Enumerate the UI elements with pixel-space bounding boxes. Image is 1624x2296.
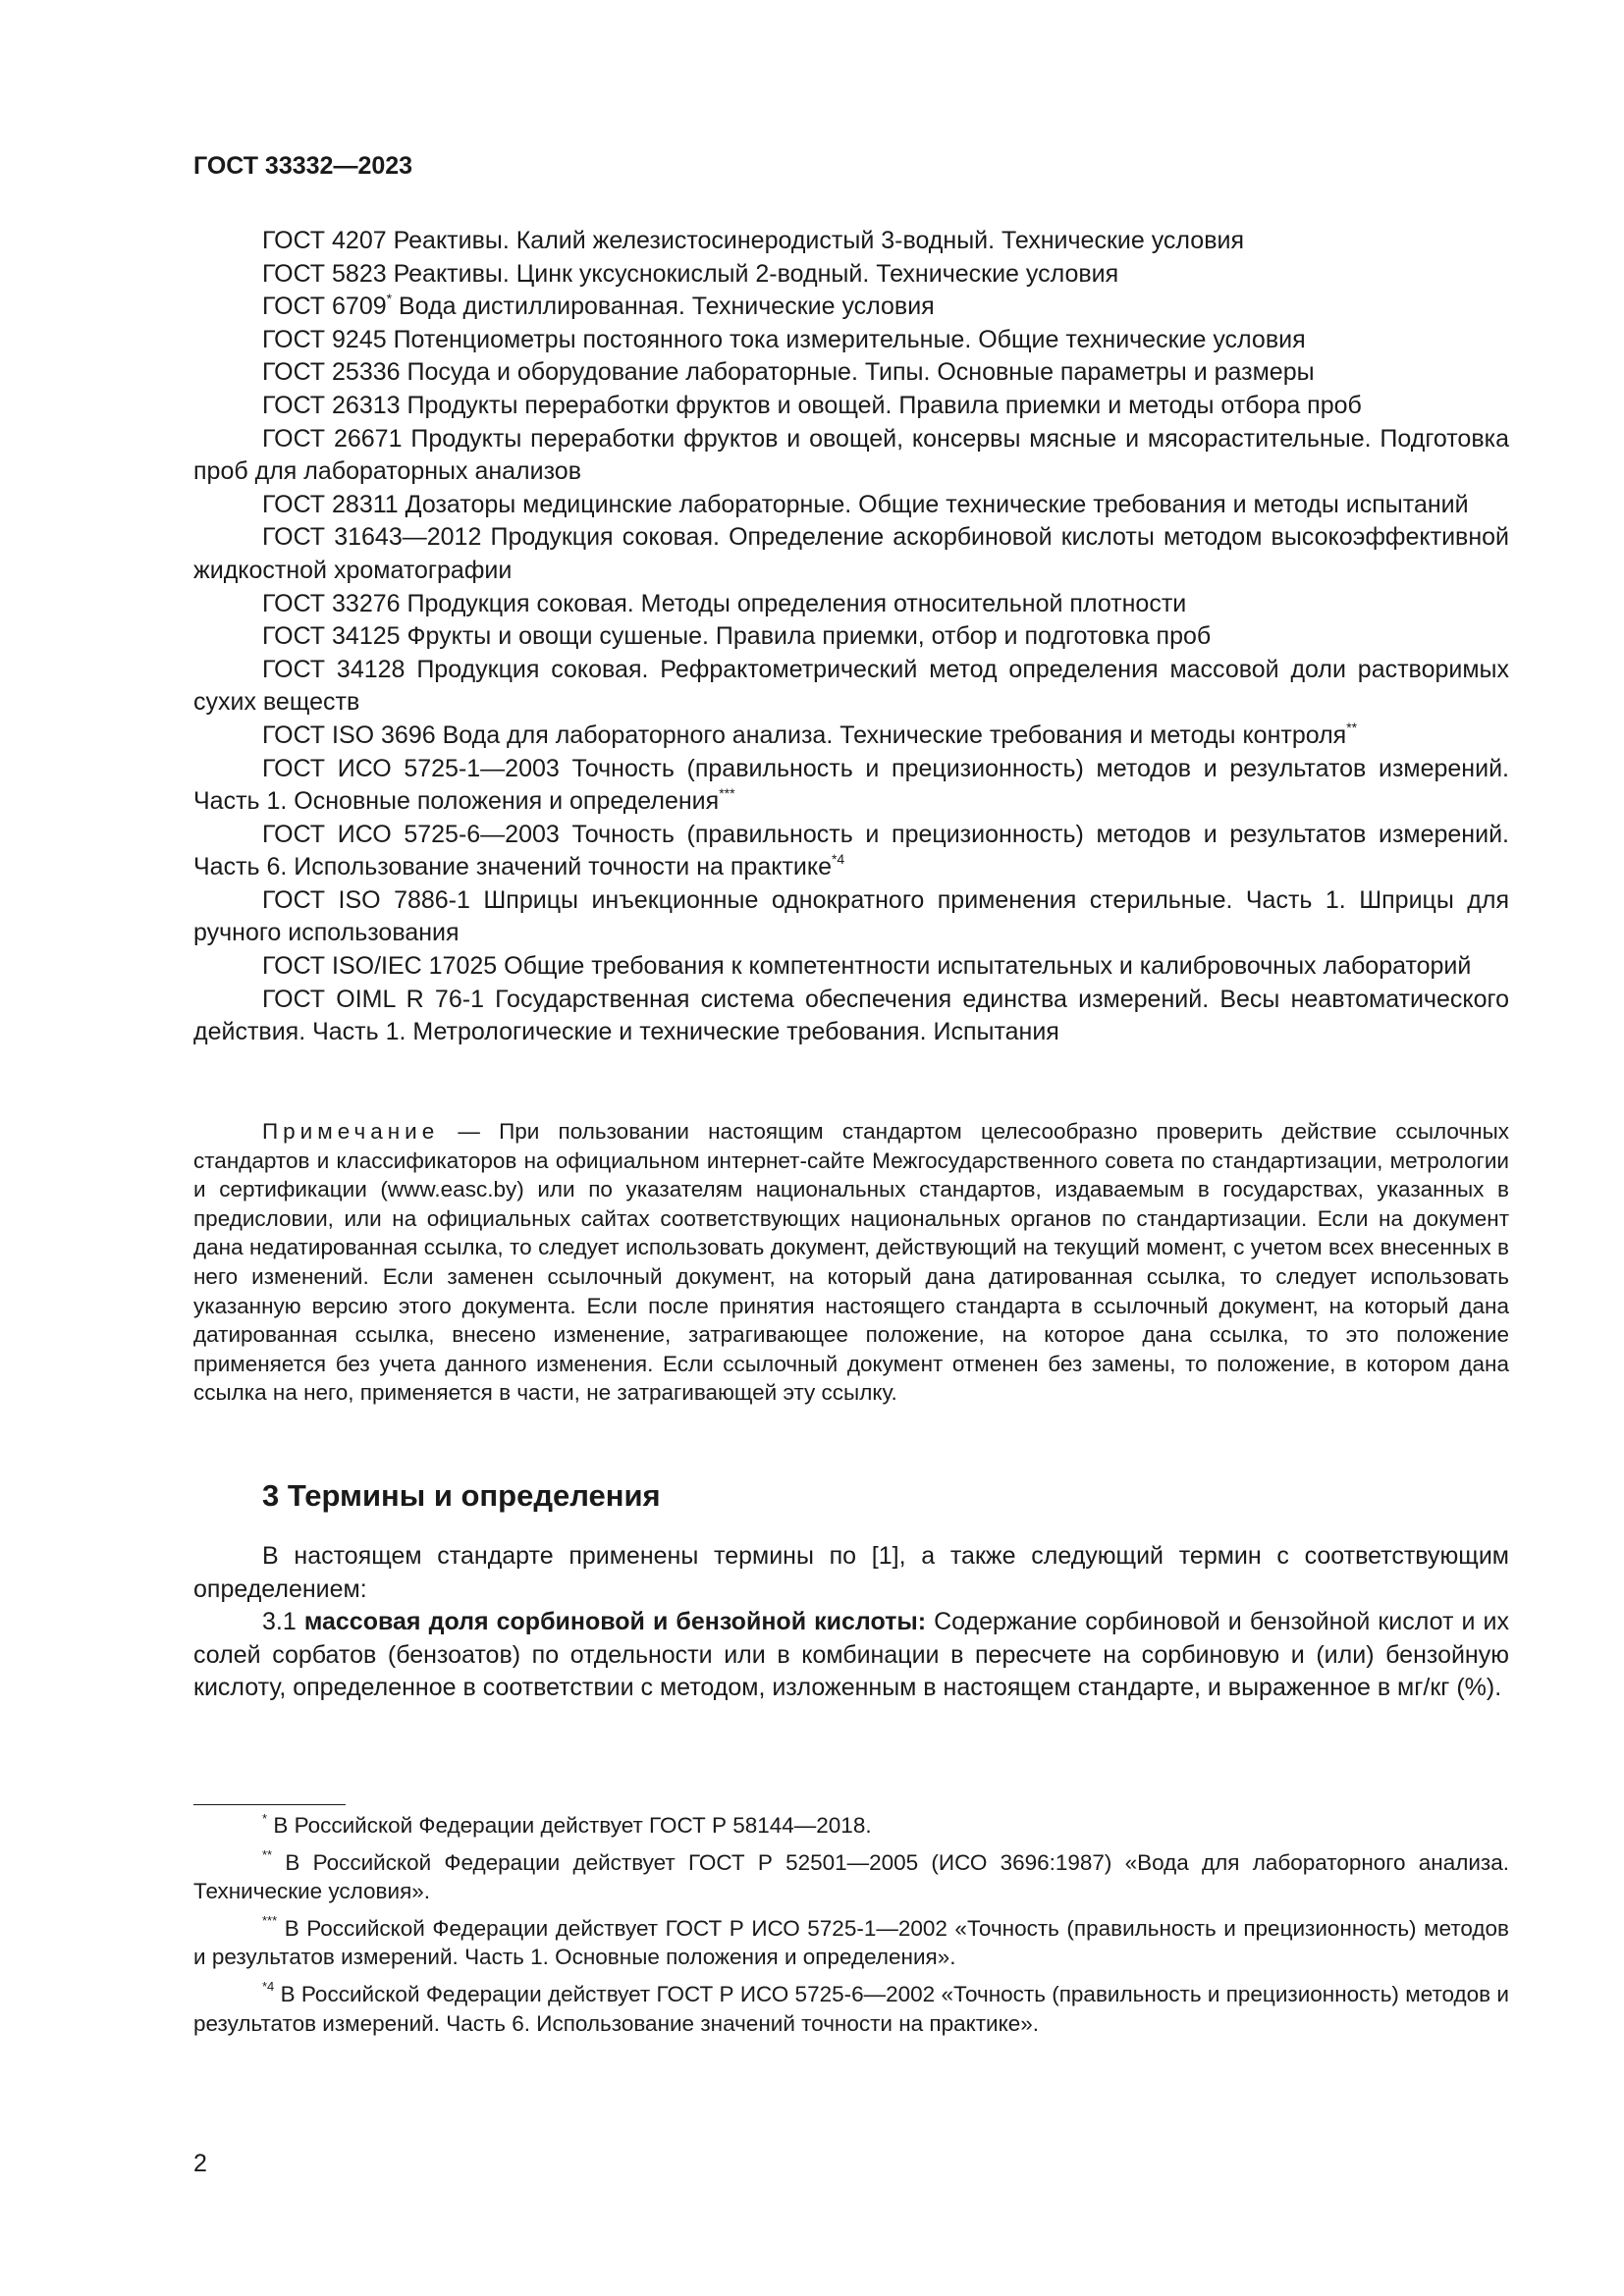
term-number: 3.1 bbox=[262, 1608, 304, 1636]
footnote-mark: * bbox=[262, 1810, 268, 1826]
term-name: массовая доля сорбиновой и бензойной кислоты: bbox=[303, 1608, 927, 1636]
terms-intro: В настоящем стандарте применены термины по [1], а также следующий термин с соответствующим определением: bbox=[193, 1542, 1509, 1603]
reference-item: ГОСТ ИСО 5725-1—2003 Точность (правильность и прецизионность) методов и результатов измерений. Часть 1. Основные положения и определения*** bbox=[193, 754, 1509, 816]
reference-item: ГОСТ 25336 Посуда и оборудование лабораторные. Типы. Основные параметры и размеры bbox=[262, 358, 1315, 387]
reference-item: ГОСТ 33276 Продукция соковая. Методы определения относительной плотности bbox=[262, 589, 1187, 617]
reference-item: ГОСТ 26313 Продукты переработки фруктов и овощей. Правила приемки и методы отбора проб bbox=[262, 391, 1362, 419]
reference-item: ГОСТ 31643—2012 Продукция соковая. Определение аскорбиновой кислоты методом высокоэффективной жидкостной хроматографии bbox=[193, 523, 1509, 584]
reference-item: ГОСТ OIML R 76-1 Государственная система обеспечения единства измерений. Весы неавтоматического действия. Часть 1. Метрологические и технические требования. Испытания bbox=[193, 985, 1509, 1046]
footnote-mark[interactable]: * bbox=[386, 290, 393, 306]
footnotes bbox=[193, 1811, 1509, 2046]
footnote: *** В Российской Федерации действует ГОСТ Р ИСО 5725-1—2002 «Точность (правильность и прецизионность) методов и результатов измерений. Часть 1. Основные положения и определения». bbox=[193, 1913, 1509, 1970]
normative-references-list bbox=[193, 225, 1509, 1049]
terms-section bbox=[193, 1540, 1509, 1705]
note-paragraph bbox=[193, 1117, 1509, 1408]
page-number: 2 bbox=[193, 2150, 207, 2177]
footnote-mark: *4 bbox=[262, 1979, 275, 1995]
footnote-mark[interactable]: *4 bbox=[831, 850, 845, 867]
footnote: * В Российской Федерации действует ГОСТ Р 58144—2018. bbox=[262, 1810, 872, 1838]
footnote: ** В Российской Федерации действует ГОСТ Р 52501—2005 (ИСО 3696:1987) «Вода для лабораторного анализа. Технические условия». bbox=[193, 1847, 1509, 1904]
footnote-mark: ** bbox=[262, 1847, 273, 1863]
note-label: Примечание bbox=[262, 1119, 440, 1144]
document-header: ГОСТ 33332—2023 bbox=[193, 152, 413, 180]
reference-item: ГОСТ 26671 Продукты переработки фруктов и овощей, консервы мясные и мясорастительные. Подготовка проб для лабораторных анализов bbox=[193, 424, 1509, 486]
footnote: $^{*4}$ В Российской Федерации действует ГОСТ Р ИСО 5725-6—2002 «Точность (правильность и прецизионность) методов и результатов измерений. Часть 6. Использование значений точности на практике». bbox=[193, 1979, 1509, 2036]
reference-item: ГОСТ 34125 Фрукты и овощи сушеные. Правила приемки, отбор и подготовка проб bbox=[262, 622, 1212, 651]
reference-item: ГОСТ ИСО 5725-6—2003 Точность (правильность и прецизионность) методов и результатов измерений. Часть 6. Использование значений точности на практике$^{*4}$ bbox=[193, 820, 1509, 881]
footnote-mark: *** bbox=[262, 1913, 278, 1929]
reference-item: ГОСТ ISO/IEC 17025 Общие требования к компетентности испытательных и калибровочных лабораторий bbox=[262, 952, 1472, 981]
section-heading: 3 Термины и определения bbox=[262, 1478, 661, 1513]
reference-item: ГОСТ 6709* Вода дистиллированная. Технические условия bbox=[262, 290, 935, 321]
reference-item: ГОСТ ISO 7886-1 Шприцы инъекционные однократного применения стерильные. Часть 1. Шприцы для ручного использования bbox=[193, 885, 1509, 947]
term-definition bbox=[193, 1606, 1509, 1705]
reference-item: ГОСТ 5823 Реактивы. Цинк уксуснокислый 2-водный. Технические условия bbox=[262, 259, 1119, 288]
footnote-mark[interactable]: *** bbox=[719, 784, 735, 801]
term-text: Содержание сорбиновой и бензойной кислот и их солей сорбатов (бензоатов) по отдельности или в комбинации в пересчете на сорбиновую и (или) бензойную кислоту, определенное в соответствии с методом, изложенным в настоящем стандарте, и выраженное в мг/кг (%). bbox=[193, 1608, 1509, 1702]
reference-item: ГОСТ 28311 Дозаторы медицинские лабораторные. Общие технические требования и методы испытаний bbox=[262, 490, 1469, 518]
footnote-mark[interactable]: ** bbox=[1346, 719, 1358, 735]
reference-item: ГОСТ 4207 Реактивы. Калий железистосинеродистый 3-водный. Технические условия bbox=[262, 227, 1244, 254]
reference-item: ГОСТ 9245 Потенциометры постоянного тока измерительные. Общие технические условия bbox=[262, 325, 1306, 353]
note-text: — При пользовании настоящим стандартом целесообразно проверить действие ссылочных стандартов и классификаторов на официальном интернет-сайте Межгосударственного совета по стандартизации, метрологии и сертификации (www.easc.by) или по указателям национальных стандартов, издаваемым в государствах, указанных в предисловии, или на официальных сайтах соответствующих национальных органов по стандартизации. Если на документ дана недатированная ссылка, то следует использовать документ, действующий на текущий момент, с учетом всех внесенных в него изменений. Если заменен ссылочный документ, на который дана датированная ссылка, то следует использовать указанную версию этого документа. Если после принятия настоящего стандарта в ссылочный документ, на который дана датированная ссылка, внесено изменение, затрагивающее положение, на которое дана ссылка, то это положение применяется без учета данного изменения. Если ссылочный документ отменен без замены, то положение, в котором дана ссылка на него, применяется в части, не затрагивающей эту ссылку. bbox=[193, 1119, 1509, 1406]
reference-item: ГОСТ ISO 3696 Вода для лабораторного анализа. Технические требования и методы контроля** bbox=[262, 719, 1358, 749]
footnote-separator bbox=[193, 1804, 346, 1805]
reference-item: ГОСТ 34128 Продукция соковая. Рефрактометрический метод определения массовой доли растворимых сухих веществ bbox=[193, 655, 1509, 717]
